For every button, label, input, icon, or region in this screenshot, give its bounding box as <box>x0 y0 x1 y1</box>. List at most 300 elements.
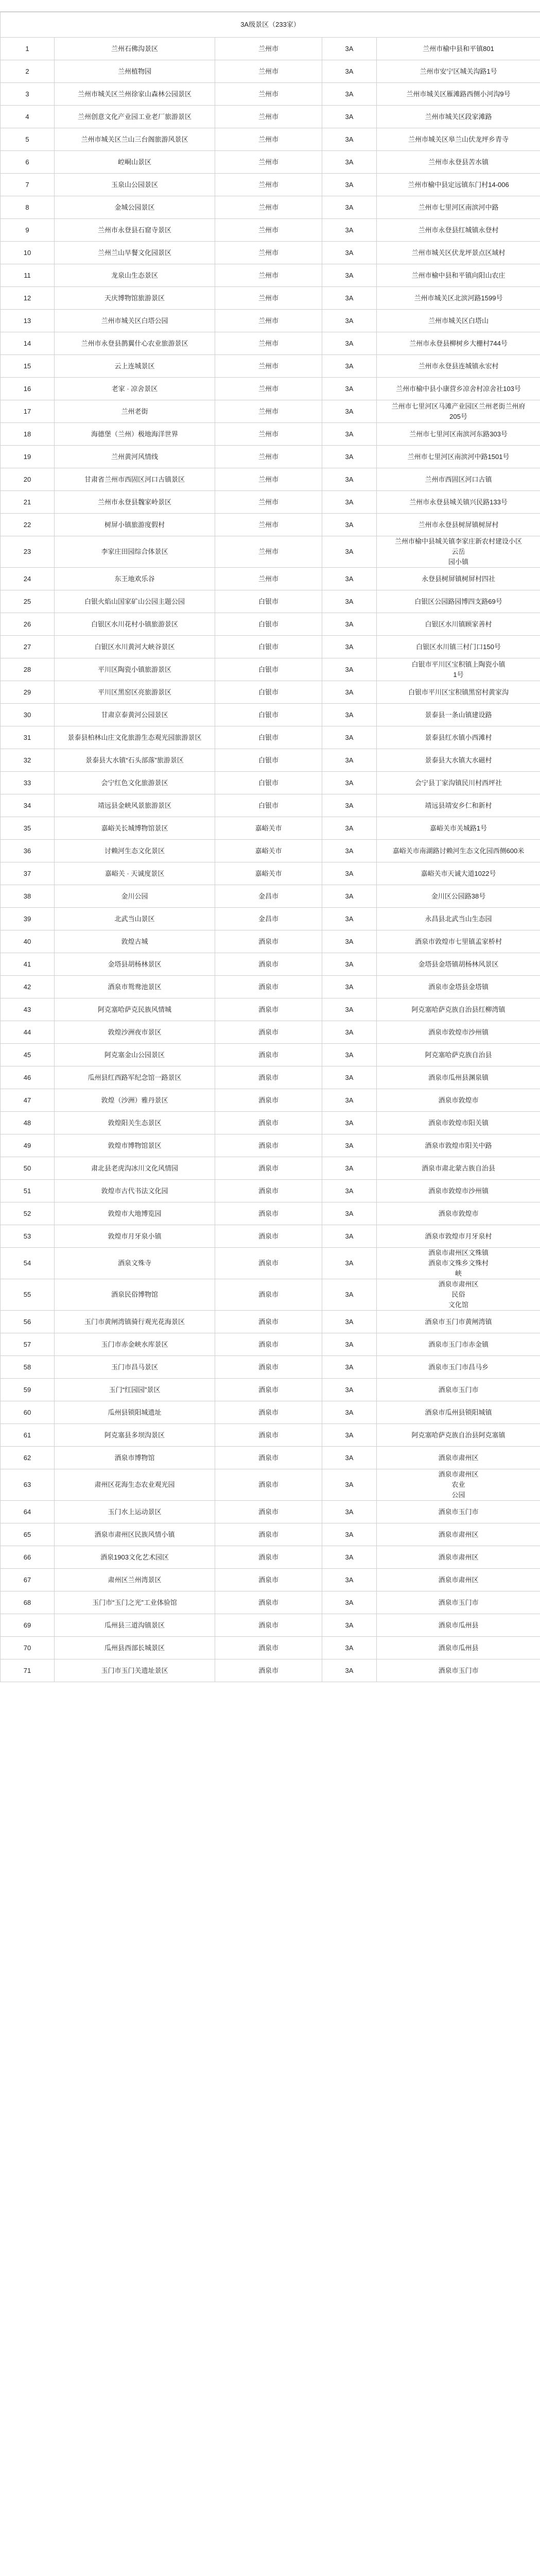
row-number-cell: 58 <box>1 1356 55 1379</box>
address-cell: 兰州市七里河区马滩产业园区兰州老街兰州府 205号 <box>377 400 540 423</box>
table-row <box>1 378 540 400</box>
address-cell: 酒泉市玉门市 <box>377 1659 540 1682</box>
scenic-area-name-cell: 兰州市永登县石窟寺景区 <box>55 219 215 242</box>
address-cell: 兰州市城关区皋兰山伏龙坪乡青寺 <box>377 128 540 151</box>
table-row <box>1 1569 540 1591</box>
row-number-cell: 17 <box>1 400 55 423</box>
row-number-cell: 29 <box>1 681 55 704</box>
address-cell: 阿克塞哈萨克族自治县阿克塞镇 <box>377 1424 540 1447</box>
address-cell: 景泰县一条山镇建设路 <box>377 704 540 726</box>
row-number-cell: 2 <box>1 60 55 83</box>
table-row <box>1 514 540 536</box>
table-row <box>1 1333 540 1356</box>
grade-cell: 3A <box>322 264 377 287</box>
address-cell: 兰州市榆中县小康营乡凉舍村凉舍社103号 <box>377 378 540 400</box>
address-cell: 靖远县靖安乡仁和新村 <box>377 794 540 817</box>
table-row <box>1 423 540 446</box>
address-cell: 嘉峪关市南湖路讨赖河生态文化园西侧600米 <box>377 840 540 862</box>
address-cell: 兰州市永登县柳树乡大栅村744号 <box>377 332 540 355</box>
scenic-area-name-cell: 敦煌市大地博览园 <box>55 1202 215 1225</box>
scenic-area-name-cell: 兰州创意文化产业园工业老厂旅游景区 <box>55 106 215 128</box>
address-cell: 兰州市榆中县和平镇向阳山农庄 <box>377 264 540 287</box>
city-cell: 白银市 <box>215 658 322 681</box>
table-row <box>1 536 540 568</box>
address-cell: 酒泉市金塔县金塔镇 <box>377 976 540 998</box>
table-row <box>1 681 540 704</box>
grade-cell: 3A <box>322 60 377 83</box>
city-cell: 酒泉市 <box>215 1637 322 1659</box>
table-row <box>1 287 540 310</box>
city-cell: 酒泉市 <box>215 1333 322 1356</box>
grade-cell: 3A <box>322 1546 377 1569</box>
scenic-area-name-cell: 云上连城景区 <box>55 355 215 378</box>
address-cell: 酒泉市瓜州县 <box>377 1637 540 1659</box>
scenic-area-name-cell: 瓜州县西部长城景区 <box>55 1637 215 1659</box>
table-row <box>1 1225 540 1248</box>
city-cell: 酒泉市 <box>215 1569 322 1591</box>
address-cell: 白银市平川区宝积镇黑窑村黄家沟 <box>377 681 540 704</box>
scenic-area-name-cell: 金塔县胡杨林景区 <box>55 953 215 976</box>
address-cell: 酒泉市玉门市 <box>377 1501 540 1523</box>
scenic-area-name-cell: 白银区水川黄河大峡谷景区 <box>55 636 215 658</box>
row-number-cell: 45 <box>1 1044 55 1066</box>
table-row <box>1 1469 540 1501</box>
city-cell: 兰州市 <box>215 468 322 491</box>
address-cell: 白银区水川镇三村门口150号 <box>377 636 540 658</box>
table-row <box>1 468 540 491</box>
table-row <box>1 613 540 636</box>
grade-cell: 3A <box>322 514 377 536</box>
address-cell: 兰州市榆中县定远镇东门村14-006 <box>377 174 540 196</box>
city-cell: 金昌市 <box>215 885 322 908</box>
table-row <box>1 1134 540 1157</box>
grade-cell: 3A <box>322 491 377 514</box>
row-number-cell: 40 <box>1 930 55 953</box>
address-cell: 兰州市永登县红城镇永登村 <box>377 219 540 242</box>
grade-cell: 3A <box>322 1356 377 1379</box>
row-number-cell: 24 <box>1 568 55 590</box>
top-border <box>0 0 540 12</box>
grade-cell: 3A <box>322 423 377 446</box>
address-cell: 兰州市城关区雁滩路西侧小河沟9号 <box>377 83 540 106</box>
table-row <box>1 1523 540 1546</box>
city-cell: 白银市 <box>215 794 322 817</box>
scenic-area-name-cell: 敦煌沙洲夜市景区 <box>55 1021 215 1044</box>
table-row <box>1 840 540 862</box>
scenic-area-name-cell: 李家庄田园综合体景区 <box>55 536 215 568</box>
city-cell: 兰州市 <box>215 446 322 468</box>
grade-cell: 3A <box>322 1569 377 1591</box>
city-cell: 白银市 <box>215 613 322 636</box>
row-number-cell: 66 <box>1 1546 55 1569</box>
address-cell: 酒泉市玉门市昌马乡 <box>377 1356 540 1379</box>
city-cell: 酒泉市 <box>215 1311 322 1333</box>
address-cell: 酒泉市肃州区 <box>377 1523 540 1546</box>
grade-cell: 3A <box>322 658 377 681</box>
address-cell: 兰州市永登县树屏镇树屏村 <box>377 514 540 536</box>
grade-cell: 3A <box>322 1044 377 1066</box>
address-cell: 兰州市城关区白塔山 <box>377 310 540 332</box>
table-row <box>1 568 540 590</box>
table-row <box>1 817 540 840</box>
address-cell: 兰州市安宁区城关沟路1号 <box>377 60 540 83</box>
city-cell: 兰州市 <box>215 491 322 514</box>
table-row <box>1 726 540 749</box>
row-number-cell: 14 <box>1 332 55 355</box>
address-cell: 酒泉市肃北蒙古族自治县 <box>377 1157 540 1180</box>
scenic-area-name-cell: 酒泉市博物馆 <box>55 1447 215 1469</box>
grade-cell: 3A <box>322 1659 377 1682</box>
grade-cell: 3A <box>322 242 377 264</box>
row-number-cell: 46 <box>1 1066 55 1089</box>
scenic-area-name-cell: 阿克塞金山公园景区 <box>55 1044 215 1066</box>
scenic-area-name-cell: 敦煌（沙洲）雅丹景区 <box>55 1089 215 1112</box>
address-cell: 酒泉市肃州区 <box>377 1569 540 1591</box>
scenic-area-name-cell: 靖远县金峡风景旅游景区 <box>55 794 215 817</box>
city-cell: 酒泉市 <box>215 1044 322 1066</box>
scenic-area-name-cell: 玉门水上运动景区 <box>55 1501 215 1523</box>
table-row <box>1 749 540 772</box>
grade-cell: 3A <box>322 174 377 196</box>
city-cell: 酒泉市 <box>215 1089 322 1112</box>
grade-cell: 3A <box>322 590 377 613</box>
scenic-area-name-cell: 嘉峪关 · 天诚度景区 <box>55 862 215 885</box>
city-cell: 酒泉市 <box>215 1447 322 1469</box>
scenic-area-name-cell: 兰州市城关区白塔公园 <box>55 310 215 332</box>
row-number-cell: 59 <box>1 1379 55 1401</box>
scenic-area-name-cell: 会宁红色文化旅游景区 <box>55 772 215 794</box>
table-row <box>1 83 540 106</box>
grade-cell: 3A <box>322 1021 377 1044</box>
grade-cell: 3A <box>322 636 377 658</box>
address-cell: 兰州市城关区伏龙坪景点区域村 <box>377 242 540 264</box>
city-cell: 酒泉市 <box>215 1356 322 1379</box>
address-cell: 酒泉市肃州区文殊镇 酒泉市文殊乡文殊村 峡 <box>377 1248 540 1279</box>
row-number-cell: 69 <box>1 1614 55 1637</box>
scenic-area-name-cell: 玉泉山公园景区 <box>55 174 215 196</box>
row-number-cell: 60 <box>1 1401 55 1424</box>
row-number-cell: 10 <box>1 242 55 264</box>
grade-cell: 3A <box>322 1311 377 1333</box>
address-cell: 酒泉市敦煌市 <box>377 1202 540 1225</box>
city-cell: 兰州市 <box>215 355 322 378</box>
row-number-cell: 65 <box>1 1523 55 1546</box>
scenic-area-name-cell: 阿克塞哈萨克民族风情城 <box>55 998 215 1021</box>
row-number-cell: 56 <box>1 1311 55 1333</box>
scenic-area-name-cell: 白银火焰山国家矿山公园主题公园 <box>55 590 215 613</box>
city-cell: 兰州市 <box>215 332 322 355</box>
table-row <box>1 106 540 128</box>
table-row <box>1 1637 540 1659</box>
city-cell: 酒泉市 <box>215 1523 322 1546</box>
city-cell: 兰州市 <box>215 536 322 568</box>
table-row <box>1 1021 540 1044</box>
city-cell: 酒泉市 <box>215 1614 322 1637</box>
city-cell: 酒泉市 <box>215 1248 322 1279</box>
grade-cell: 3A <box>322 1225 377 1248</box>
row-number-cell: 13 <box>1 310 55 332</box>
table-row <box>1 772 540 794</box>
table-row <box>1 1112 540 1134</box>
row-number-cell: 41 <box>1 953 55 976</box>
row-number-cell: 33 <box>1 772 55 794</box>
address-cell: 兰州市榆中县和平镇801 <box>377 38 540 60</box>
grade-cell: 3A <box>322 772 377 794</box>
scenic-area-name-cell: 酒泉1903文化艺术园区 <box>55 1546 215 1569</box>
city-cell: 酒泉市 <box>215 976 322 998</box>
scenic-area-name-cell: 酒泉市鸳鸯池景区 <box>55 976 215 998</box>
row-number-cell: 63 <box>1 1469 55 1501</box>
address-cell: 兰州市七里河区南滨河中路1501号 <box>377 446 540 468</box>
row-number-cell: 21 <box>1 491 55 514</box>
address-cell: 兰州市西固区河口古镇 <box>377 468 540 491</box>
table-row <box>1 885 540 908</box>
scenic-area-name-cell: 酒泉市肃州区民族风情小镇 <box>55 1523 215 1546</box>
city-cell: 白银市 <box>215 772 322 794</box>
city-cell: 酒泉市 <box>215 1379 322 1401</box>
table-row <box>1 862 540 885</box>
table-row <box>1 1379 540 1401</box>
table-row <box>1 1447 540 1469</box>
grade-cell: 3A <box>322 749 377 772</box>
grade-cell: 3A <box>322 726 377 749</box>
grade-cell: 3A <box>322 794 377 817</box>
table-row <box>1 1546 540 1569</box>
grade-cell: 3A <box>322 681 377 704</box>
row-number-cell: 70 <box>1 1637 55 1659</box>
table-row <box>1 1401 540 1424</box>
scenic-area-name-cell: 玉门“红园园”景区 <box>55 1379 215 1401</box>
row-number-cell: 8 <box>1 196 55 219</box>
table-caption: 3A级景区（233家） <box>1 12 540 38</box>
grade-cell: 3A <box>322 1157 377 1180</box>
row-number-cell: 5 <box>1 128 55 151</box>
grade-cell: 3A <box>322 1202 377 1225</box>
scenic-area-name-cell: 敦煌阳关生态景区 <box>55 1112 215 1134</box>
table-row <box>1 446 540 468</box>
address-cell: 酒泉市敦煌市阳关镇 <box>377 1112 540 1134</box>
address-cell: 酒泉市瓜州县 <box>377 1614 540 1637</box>
table-row <box>1 128 540 151</box>
table-row <box>1 60 540 83</box>
grade-cell: 3A <box>322 310 377 332</box>
scenic-area-name-cell: 平川区陶瓷小镇旅游景区 <box>55 658 215 681</box>
grade-cell: 3A <box>322 400 377 423</box>
scenic-area-name-cell: 金川公园 <box>55 885 215 908</box>
table-row <box>1 242 540 264</box>
city-cell: 酒泉市 <box>215 1134 322 1157</box>
scenic-area-name-cell: 甘肃省兰州市西固区河口古镇景区 <box>55 468 215 491</box>
address-cell: 酒泉市肃州区 农业 公园 <box>377 1469 540 1501</box>
row-number-cell: 31 <box>1 726 55 749</box>
table-row <box>1 196 540 219</box>
row-number-cell: 43 <box>1 998 55 1021</box>
scenic-area-name-cell: 兰州老街 <box>55 400 215 423</box>
row-number-cell: 48 <box>1 1112 55 1134</box>
scenic-area-name-cell: 肃北县老虎沟冰川文化风情园 <box>55 1157 215 1180</box>
city-cell: 酒泉市 <box>215 1066 322 1089</box>
row-number-cell: 26 <box>1 613 55 636</box>
grade-cell: 3A <box>322 885 377 908</box>
city-cell: 兰州市 <box>215 219 322 242</box>
grade-cell: 3A <box>322 378 377 400</box>
address-cell: 永登县树屏镇树屏村四社 <box>377 568 540 590</box>
grade-cell: 3A <box>322 1180 377 1202</box>
scenic-area-name-cell: 玉门市玉门关遗址景区 <box>55 1659 215 1682</box>
address-cell: 兰州市七里河区南滨河中路 <box>377 196 540 219</box>
scenic-area-name-cell: 瓜州县三道沟镇景区 <box>55 1614 215 1637</box>
table-caption-row <box>1 12 540 38</box>
city-cell: 兰州市 <box>215 242 322 264</box>
city-cell: 白银市 <box>215 590 322 613</box>
address-cell: 阿克塞哈萨克族自治县红柳湾镇 <box>377 998 540 1021</box>
scenic-area-table <box>0 12 540 1682</box>
scenic-area-name-cell: 兰州市城关区兰州徐家山森林公园景区 <box>55 83 215 106</box>
table-row <box>1 1501 540 1523</box>
city-cell: 酒泉市 <box>215 1279 322 1311</box>
address-cell: 嘉峪关市关城路1号 <box>377 817 540 840</box>
table-row <box>1 264 540 287</box>
address-cell: 酒泉市敦煌市沙州镇 <box>377 1021 540 1044</box>
address-cell: 酒泉市敦煌市月牙泉村 <box>377 1225 540 1248</box>
row-number-cell: 22 <box>1 514 55 536</box>
row-number-cell: 9 <box>1 219 55 242</box>
table-row <box>1 908 540 930</box>
scenic-area-name-cell: 敦煌市博物馆景区 <box>55 1134 215 1157</box>
row-number-cell: 19 <box>1 446 55 468</box>
row-number-cell: 47 <box>1 1089 55 1112</box>
grade-cell: 3A <box>322 1469 377 1501</box>
scenic-area-name-cell: 酒泉民俗博物馆 <box>55 1279 215 1311</box>
city-cell: 兰州市 <box>215 568 322 590</box>
grade-cell: 3A <box>322 1637 377 1659</box>
scenic-area-name-cell: 景泰县柏林山庄文化旅游生态观光园旅游景区 <box>55 726 215 749</box>
table-row <box>1 998 540 1021</box>
address-cell: 白银区水川镇顾家善村 <box>377 613 540 636</box>
row-number-cell: 15 <box>1 355 55 378</box>
address-cell: 兰州市永登县连城镇永宏村 <box>377 355 540 378</box>
scenic-area-name-cell: 兰州市城关区兰山三台阁旅游风景区 <box>55 128 215 151</box>
city-cell: 白银市 <box>215 681 322 704</box>
grade-cell: 3A <box>322 1614 377 1637</box>
address-cell: 兰州市永登县苦水镇 <box>377 151 540 174</box>
grade-cell: 3A <box>322 908 377 930</box>
table-row <box>1 1202 540 1225</box>
address-cell: 兰州市七里河区南滨河东路303号 <box>377 423 540 446</box>
scenic-area-name-cell: 敦煌古城 <box>55 930 215 953</box>
city-cell: 酒泉市 <box>215 1225 322 1248</box>
address-cell: 酒泉市玉门市赤金镇 <box>377 1333 540 1356</box>
table-body <box>1 38 540 1682</box>
grade-cell: 3A <box>322 862 377 885</box>
grade-cell: 3A <box>322 976 377 998</box>
city-cell: 酒泉市 <box>215 1180 322 1202</box>
scenic-area-name-cell: 老家 · 凉舍景区 <box>55 378 215 400</box>
grade-cell: 3A <box>322 704 377 726</box>
grade-cell: 3A <box>322 1501 377 1523</box>
scenic-area-name-cell: 玉门市“玉门之光”工业体验馆 <box>55 1591 215 1614</box>
row-number-cell: 20 <box>1 468 55 491</box>
row-number-cell: 61 <box>1 1424 55 1447</box>
address-cell: 景泰县大水镇大水磁村 <box>377 749 540 772</box>
row-number-cell: 27 <box>1 636 55 658</box>
table-row <box>1 1424 540 1447</box>
grade-cell: 3A <box>322 1591 377 1614</box>
address-cell: 会宁县丁家沟镇民川村西坪社 <box>377 772 540 794</box>
grade-cell: 3A <box>322 1379 377 1401</box>
scenic-area-name-cell: 金城公园景区 <box>55 196 215 219</box>
address-cell: 阿克塞哈萨克族自治县 <box>377 1044 540 1066</box>
row-number-cell: 34 <box>1 794 55 817</box>
row-number-cell: 28 <box>1 658 55 681</box>
table-row <box>1 658 540 681</box>
city-cell: 兰州市 <box>215 287 322 310</box>
scenic-area-name-cell: 玉门市黄闸湾镇骑行观光花海景区 <box>55 1311 215 1333</box>
city-cell: 兰州市 <box>215 310 322 332</box>
row-number-cell: 62 <box>1 1447 55 1469</box>
grade-cell: 3A <box>322 1134 377 1157</box>
row-number-cell: 18 <box>1 423 55 446</box>
row-number-cell: 11 <box>1 264 55 287</box>
city-cell: 酒泉市 <box>215 1501 322 1523</box>
scenic-area-name-cell: 敦煌市月牙泉小镇 <box>55 1225 215 1248</box>
address-cell: 酒泉市玉门市黄闸湾镇 <box>377 1311 540 1333</box>
table-row <box>1 1659 540 1682</box>
address-cell: 酒泉市敦煌市七里镇孟家桥村 <box>377 930 540 953</box>
row-number-cell: 6 <box>1 151 55 174</box>
scenic-area-name-cell: 兰州黄河风情线 <box>55 446 215 468</box>
table-row <box>1 976 540 998</box>
address-cell: 兰州市榆中县城关镇李家庄新农村建设小区 云岳 园小镇 <box>377 536 540 568</box>
city-cell: 酒泉市 <box>215 1202 322 1225</box>
grade-cell: 3A <box>322 1523 377 1546</box>
scenic-area-name-cell: 兰州植物园 <box>55 60 215 83</box>
table-row <box>1 930 540 953</box>
city-cell: 兰州市 <box>215 196 322 219</box>
city-cell: 酒泉市 <box>215 1021 322 1044</box>
row-number-cell: 25 <box>1 590 55 613</box>
address-cell: 白银区公园路园博四支路69号 <box>377 590 540 613</box>
grade-cell: 3A <box>322 332 377 355</box>
address-cell: 兰州市城关区段家滩路 <box>377 106 540 128</box>
grade-cell: 3A <box>322 1248 377 1279</box>
table-row <box>1 310 540 332</box>
city-cell: 兰州市 <box>215 423 322 446</box>
table-row <box>1 174 540 196</box>
scenic-area-name-cell: 瓜州县红西路军纪念馆一路景区 <box>55 1066 215 1089</box>
grade-cell: 3A <box>322 817 377 840</box>
city-cell: 酒泉市 <box>215 1401 322 1424</box>
city-cell: 酒泉市 <box>215 1424 322 1447</box>
row-number-cell: 39 <box>1 908 55 930</box>
city-cell: 酒泉市 <box>215 1469 322 1501</box>
table-row <box>1 636 540 658</box>
scenic-area-name-cell: 阿克塞县多坝沟景区 <box>55 1424 215 1447</box>
table-row <box>1 400 540 423</box>
city-cell: 酒泉市 <box>215 1112 322 1134</box>
row-number-cell: 57 <box>1 1333 55 1356</box>
grade-cell: 3A <box>322 1401 377 1424</box>
city-cell: 白银市 <box>215 636 322 658</box>
city-cell: 兰州市 <box>215 264 322 287</box>
address-cell: 酒泉市玉门市 <box>377 1591 540 1614</box>
row-number-cell: 35 <box>1 817 55 840</box>
row-number-cell: 32 <box>1 749 55 772</box>
address-cell: 酒泉市敦煌市沙州镇 <box>377 1180 540 1202</box>
city-cell: 酒泉市 <box>215 1591 322 1614</box>
address-cell: 白银市平川区宝积镇上陶瓷小镇 1号 <box>377 658 540 681</box>
scenic-area-name-cell: 天庆博物馆旅游景区 <box>55 287 215 310</box>
